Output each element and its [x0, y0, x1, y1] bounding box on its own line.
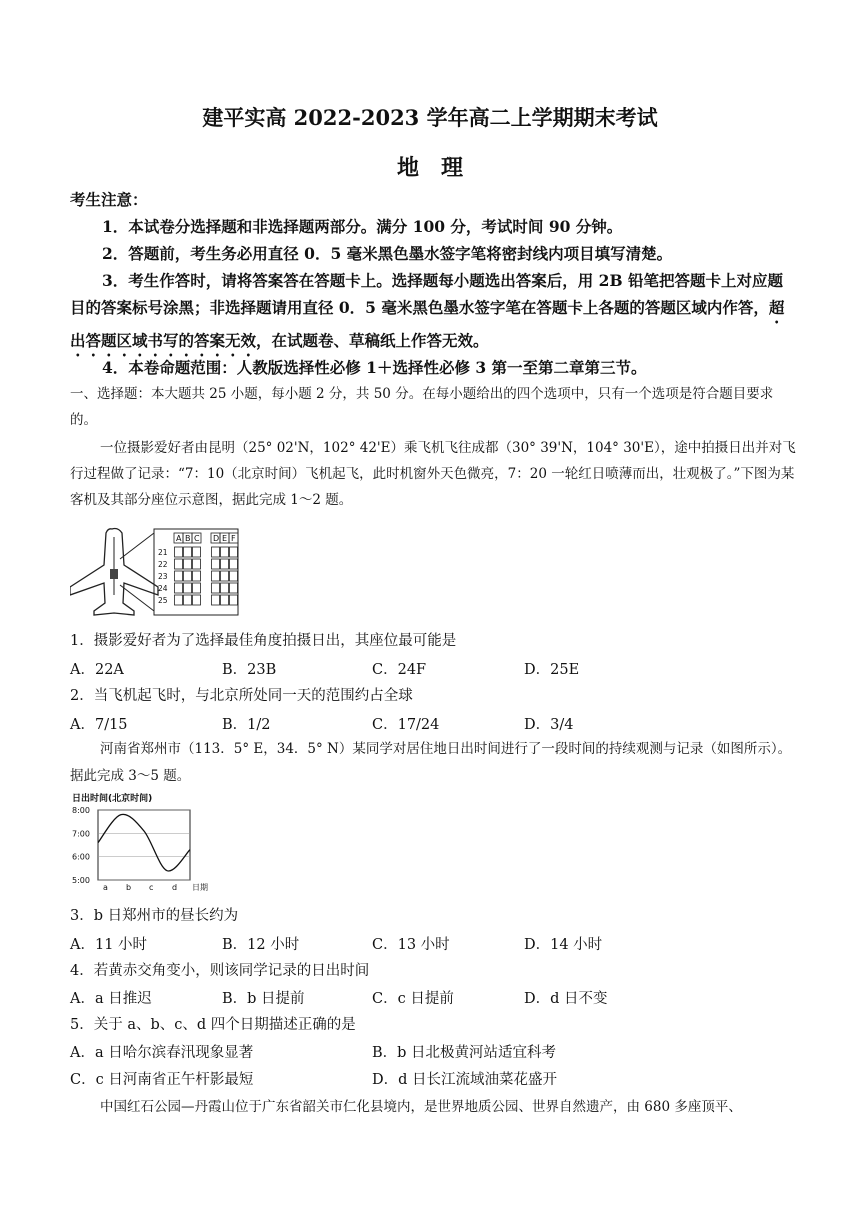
notice-item-3-end: ，在试题卷、草稿纸上作答无效。: [256, 331, 489, 350]
seat: [175, 595, 183, 605]
seat: [212, 583, 220, 593]
question-5-option-b[interactable]: B．b 日北极黄河站适宜科考: [372, 1045, 557, 1061]
question-5-option-d[interactable]: D．d 日长江流域油菜花盛开: [372, 1072, 558, 1088]
seat: [212, 547, 220, 557]
seat-row-24: 24: [158, 584, 168, 593]
seat-col-C: C: [194, 534, 200, 543]
seat: [175, 559, 183, 569]
seat: [184, 571, 192, 581]
notice-item-4: 4．本卷命题范围：人教版选择性必修 1＋选择性必修 3 第一至第二章第三节。: [102, 358, 647, 377]
notice-item-3-emphasis: 超出答题区域书写的答案无效: [70, 298, 785, 350]
seat: [184, 595, 192, 605]
chart-x-tick: d: [172, 883, 178, 892]
seat: [184, 559, 192, 569]
seat: [212, 571, 220, 581]
exam-title: 建平实高 2022-2023 学年高二上学期期末考试: [202, 105, 658, 130]
seat-row-22: 22: [158, 560, 168, 569]
question-3-stem: 3．b 日郑州市的昼长约为: [70, 908, 239, 924]
question-4-option-b[interactable]: B．b 日提前: [222, 991, 305, 1007]
seat-row-23: 23: [158, 572, 168, 581]
question-2-option-d[interactable]: D．3/4: [524, 717, 574, 733]
question-3-option-b[interactable]: B．12 小时: [222, 937, 300, 953]
seat: [175, 571, 183, 581]
chart-ylabel: 日出时间(北京时间): [72, 794, 153, 804]
seat: [175, 583, 183, 593]
seat-col-E: E: [222, 534, 228, 543]
seat: [212, 595, 220, 605]
question-1-option-b[interactable]: B．23B: [222, 662, 277, 678]
seat: [221, 559, 229, 569]
airplane-seat-figure: [70, 525, 250, 617]
question-4-stem: 4．若黄赤交角变小，则该同学记录的日出时间: [70, 963, 370, 979]
question-4-option-d[interactable]: D．d 日不变: [524, 991, 608, 1007]
seat: [221, 595, 229, 605]
subject-char-2: 理: [441, 155, 464, 181]
seat-col-F: F: [231, 534, 236, 543]
question-2-option-c[interactable]: C．17/24: [372, 717, 440, 733]
chart-xlabel: 日期: [192, 883, 208, 892]
subject-char-1: 地: [396, 155, 419, 181]
seat: [230, 583, 238, 593]
seat: [230, 547, 238, 557]
sunrise-chart: [70, 792, 220, 894]
question-1-option-a[interactable]: A．22A: [70, 662, 124, 678]
question-4-option-c[interactable]: C．c 日提前: [372, 991, 454, 1007]
notice-item-2: 2．答题前，考生务必用直径 0．5 毫米黑色墨水签字笔将密封线内项目填写清楚。: [102, 244, 673, 263]
seat: [230, 559, 238, 569]
seat: [175, 547, 183, 557]
seat-col-A: A: [176, 534, 182, 543]
passage-3: 中国红石公园—丹霞山位于广东省韶关市仁化县境内，是世界地质公园、世界自然遗产，由 680 多座顶平、: [100, 1099, 742, 1115]
question-3-option-d[interactable]: D．14 小时: [524, 937, 603, 953]
question-1-stem: 1．摄影爱好者为了选择最佳角度拍摄日出，其座位最可能是: [70, 633, 457, 649]
seat: [193, 571, 201, 581]
chart-x-tick: b: [126, 883, 132, 892]
question-2-option-a[interactable]: A．7/15: [70, 717, 128, 733]
seat: [193, 547, 201, 557]
passage-1: 一位摄影爱好者由昆明（25° 02'N，102° 42'E）乘飞机飞往成都（30° 39'N，104° 30'E），途中拍摄日出并对飞行过程做了记录：“7：10（北京时间）飞机起飞，此时机窗外天色微亮，7：20 一轮红日喷薄而出，壮观极了。”下图为某客机及其部分座位示意图，据此完成 1～2 题。: [70, 440, 796, 508]
chart-y-tick: 7:00: [72, 829, 90, 839]
seat-col-B: B: [185, 534, 191, 543]
question-5-option-c[interactable]: C．c 日河南省正午杆影最短: [70, 1072, 254, 1088]
chart-y-tick: 8:00: [72, 806, 90, 815]
notice-heading: 考生注意：: [70, 190, 148, 209]
seat: [230, 595, 238, 605]
chart-x-tick: a: [103, 883, 108, 892]
seat: [221, 583, 229, 593]
chart-y-tick: 6:00: [72, 852, 90, 862]
seat: [193, 559, 201, 569]
question-2-option-b[interactable]: B．1/2: [222, 717, 271, 733]
chart-series-line: [98, 814, 190, 871]
question-2-stem: 2．当飞机起飞时，与北京所处同一天的范围约占全球: [70, 688, 413, 704]
seat: [212, 559, 220, 569]
seat-row-21: 21: [158, 548, 168, 557]
section-intro: 一、选择题：本大题共 25 小题，每小题 2 分，共 50 分。在每小题给出的四个选项中，只有一个选项是符合题目要求的。: [70, 386, 774, 428]
notice-item-1: 1．本试卷分选择题和非选择题两部分。满分 100 分，考试时间 90 分钟。: [102, 217, 623, 236]
question-3-option-a[interactable]: A．11 小时: [70, 937, 148, 953]
question-5-stem: 5．关于 a、b、c、d 四个日期描述正确的是: [70, 1017, 356, 1033]
question-1-option-d[interactable]: D．25E: [524, 662, 580, 678]
seat: [184, 583, 192, 593]
seat: [193, 595, 201, 605]
seat: [221, 547, 229, 557]
airplane-icon: [70, 529, 158, 616]
notice-item-3: [70, 267, 795, 360]
subject-title: [0, 151, 860, 182]
question-4-option-a[interactable]: A．a 日推迟: [70, 991, 152, 1007]
question-3-option-c[interactable]: C．13 小时: [372, 937, 450, 953]
question-5-option-a[interactable]: A．a 日哈尔滨春汛现象显著: [70, 1045, 254, 1061]
chart-y-tick: 5:00: [72, 876, 90, 885]
chart-x-tick: c: [149, 883, 154, 892]
question-1-option-c[interactable]: C．24F: [372, 662, 427, 678]
seat-col-D: D: [213, 534, 220, 543]
seat-row-25: 25: [158, 596, 168, 605]
passage-2: 河南省郑州市（113．5° E，34．5° N）某同学对居住地日出时间进行了一段时间的持续观测与记录（如图所示）。据此完成 3～5 题。: [70, 741, 792, 784]
notice-item-3-text: 3．考生作答时，请将答案答在答题卡上。选择题每小题选出答案后，用 2B 铅笔把答题卡上对应题目的答案标号涂黑；非选择题请用直径 0．5 毫米黑色墨水签字笔在答题卡上各题的答题区域内作答，: [70, 271, 783, 317]
seat: [221, 571, 229, 581]
seat: [230, 571, 238, 581]
seat: [184, 547, 192, 557]
seat: [193, 583, 201, 593]
chart-frame: [98, 810, 190, 880]
